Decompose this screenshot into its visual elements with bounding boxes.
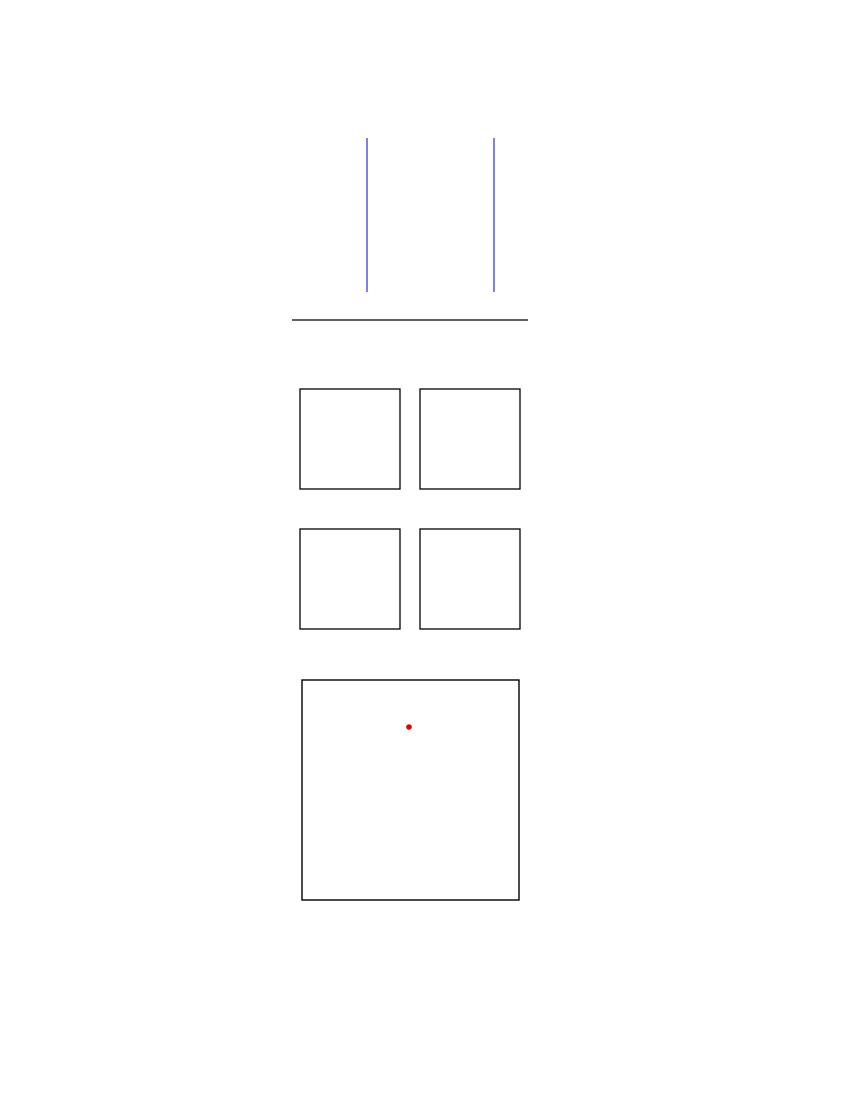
particle-motion-box-left (300, 529, 400, 629)
waveform-box-left (300, 389, 400, 489)
seismogram-panel (292, 138, 528, 320)
particle-motion-box-right (420, 529, 520, 629)
grid-frame (302, 680, 519, 900)
grid-search-panel (302, 680, 519, 900)
best-fit-marker (406, 724, 412, 730)
particle-motion-panels (300, 529, 520, 629)
waveform-box-right (420, 389, 520, 489)
waveform-panels (300, 389, 520, 489)
